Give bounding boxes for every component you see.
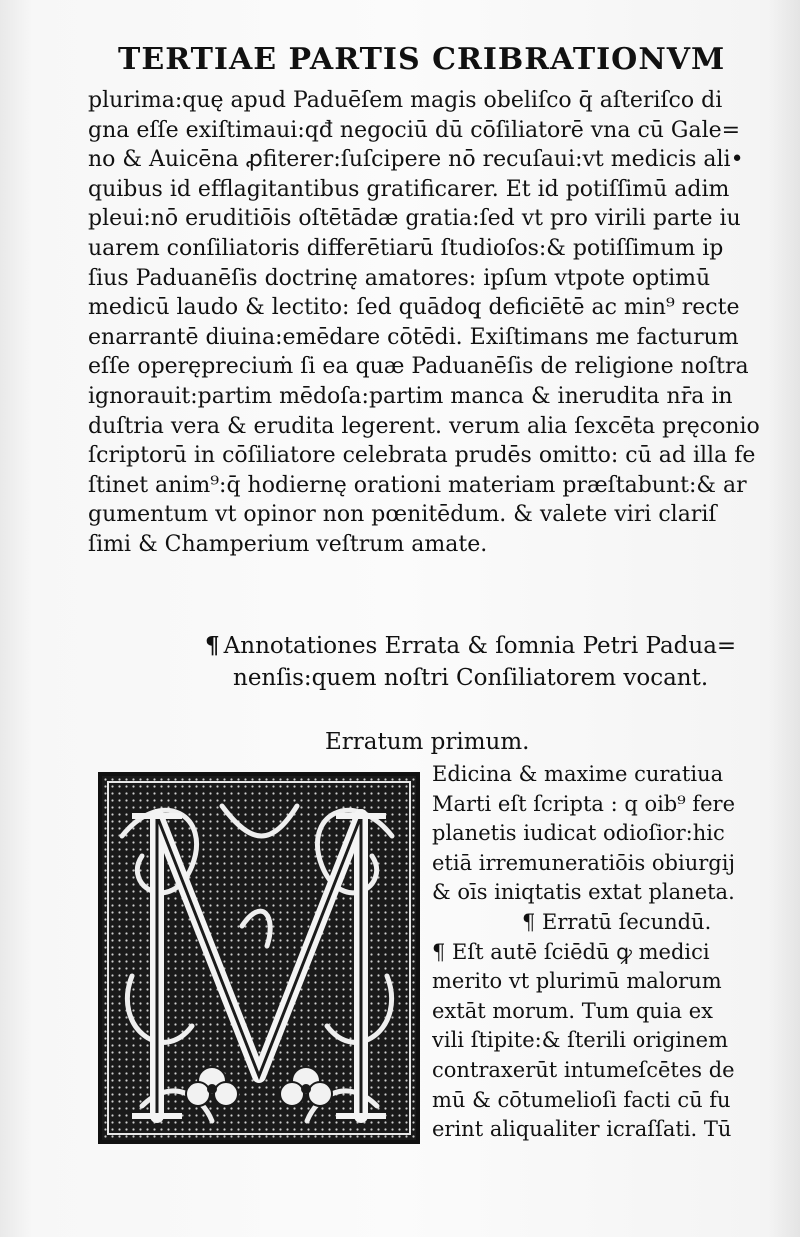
text-line: plurima:quę apud Paduēſem magis obeliſco q̄ aſteriſco di bbox=[88, 88, 723, 113]
main-paragraph bbox=[88, 86, 778, 560]
text-line: ſtinet anim⁹:q̄ hodiernę orationi materiam præſtabunt:& ar bbox=[88, 472, 747, 498]
text-line: medicū laudo & lectito: ſed quādoq̧ deficiētē ac min⁹ recte bbox=[88, 295, 740, 321]
text-line: Marti eſt ſcripta : q oib⁹ fere bbox=[432, 791, 736, 816]
text-line: ſcriptorū in cōſiliatore celebrata prudēs omitto: cū ad illa fe bbox=[88, 443, 756, 469]
text-line: quibus id efflagitantibus gratificarer. Et id potiſſimū adim bbox=[88, 176, 730, 202]
text-line: gna eſſe exiſtimaui:qđ negociū dū cōſiliatorē vna cū Gale= bbox=[88, 117, 741, 143]
annotation-line-1: Annotationes Errata & ſomnia Petri Padua= bbox=[223, 633, 737, 659]
annotation-line-2: nenſis:quem noſtri Conſiliatorem vocant. bbox=[233, 665, 709, 691]
text-line: erint aliqualiter icraſſati. Tū bbox=[432, 1117, 732, 1142]
text-line: uarem conſiliatoris differētiarū ſtudioſos:& potiſſimum ip bbox=[88, 235, 724, 261]
text-line: ¶ Eſt autē ſciēdū ꝙ medici bbox=[432, 939, 710, 964]
text-line: eſſe operępreciuṁ ſi ea quæ Paduanēſis de religione noſtra bbox=[88, 354, 749, 380]
text-line: Edicina & maxime curatiua bbox=[432, 762, 724, 786]
text-line: ſimi & Champerium veſtrum amate. bbox=[88, 531, 488, 557]
erratum-column bbox=[432, 760, 782, 1145]
text-line: merito vt plurimū malorum bbox=[432, 969, 722, 994]
text-line: enarrantē diuina:emēdare cōtēdi. Exiſtimans me facturum bbox=[88, 324, 739, 350]
pilcrow-icon: ¶ bbox=[205, 632, 220, 659]
text-line: contraxerūt intumeſcētes de bbox=[432, 1057, 735, 1082]
text-line: ſius Paduanēſis doctrinę amatores: ipſum vtpote optimū bbox=[88, 265, 711, 291]
running-head: TERTIAE PARTIS CRIBRATIONVM bbox=[118, 42, 726, 77]
annotation-heading bbox=[205, 630, 775, 694]
erratum-secundum-heading: ¶ Erratū ſecundū. bbox=[522, 909, 712, 934]
text-line: & oīs iniqtatis extat planeta. bbox=[432, 880, 735, 905]
text-line: pleui:nō eruditiōis oſtētādæ gratia:ſed vt pro virili parte iu bbox=[88, 206, 741, 232]
text-line: no & Auicēna ꝓfiterer:ſuſcipere nō recuſaui:vt medicis ali• bbox=[88, 147, 744, 173]
text-line: mū & cōtumelioſi facti cū fu bbox=[432, 1087, 731, 1112]
text-line: extāt morum. Tum quia ex bbox=[432, 998, 713, 1023]
text-line: vili ſtipite:& ſterili originem bbox=[432, 1028, 729, 1053]
text-line: ignorauit:partim mēdoſa:partim manca & inerudita nr̄a in bbox=[88, 383, 733, 409]
erratum-title: Erratum primum. bbox=[325, 729, 530, 755]
text-line: etiā irremuneratiōis obiurgij bbox=[432, 850, 735, 875]
decorated-initial-m-icon bbox=[98, 772, 420, 1144]
text-line: planetis iudicat odioſior:hic bbox=[432, 821, 725, 846]
text-line: duſtria vera & erudita legerent. verum alia ſexcēta pręconio bbox=[88, 413, 760, 439]
text-line: gumentum vt opinor non pœnitēdum. & valete viri clariſ bbox=[88, 502, 717, 528]
